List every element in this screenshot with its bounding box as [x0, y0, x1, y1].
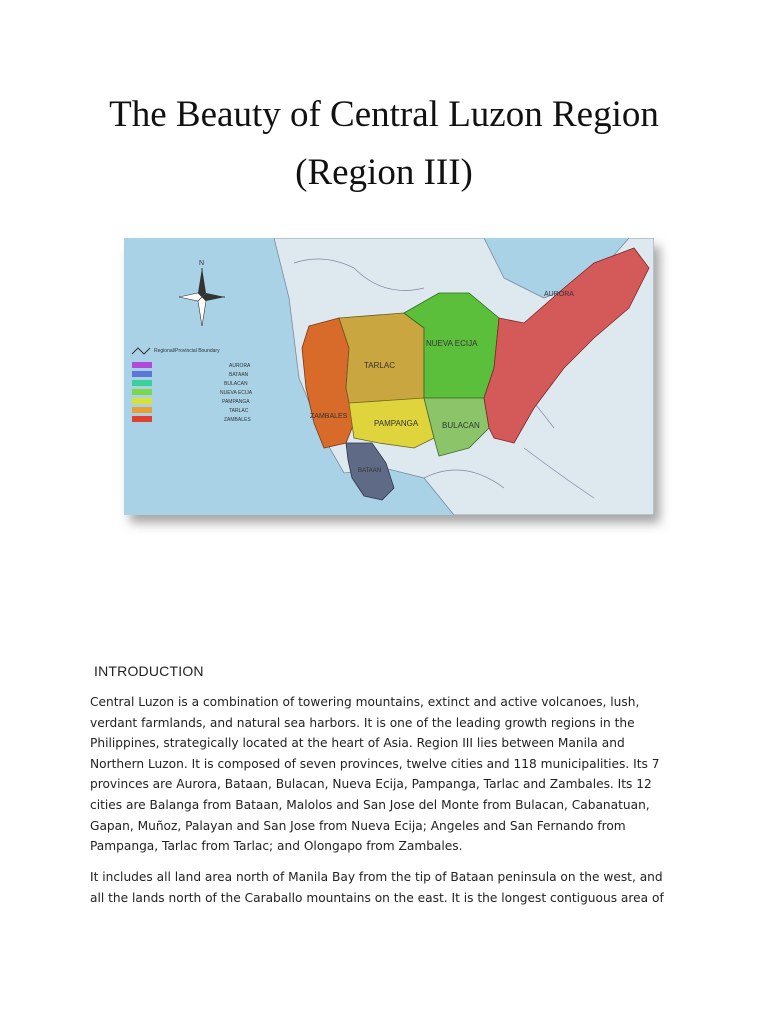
intro-paragraph [90, 692, 690, 857]
paragraph-line: It includes all land area north of Manila Bay from the tip of Bataan peninsula on the west, and [90, 870, 663, 884]
document-subtitle: (Region III) [295, 152, 473, 193]
paragraph-line: Pampanga, Tarlac from Tarlac; and Olongapo from Zambales. [90, 839, 463, 854]
nueva-ecija-label: NUEVA ECIJA [426, 339, 478, 348]
legend-label: NUEVA ECIJA [220, 390, 253, 396]
region-map [124, 238, 654, 515]
legend-label: BATAAN [229, 372, 249, 378]
paragraph-line: Central Luzon is a combination of towering mountains, extinct and active volcanoes, lush, [90, 695, 640, 709]
legend-swatch [132, 389, 152, 395]
legend-label: PAMPANGA [222, 399, 250, 405]
paragraph-line: all the lands north of the Caraballo mountains on the east. It is the longest contiguous area of [90, 890, 664, 905]
legend-swatch [132, 416, 152, 422]
zambales-label: ZAMBALES [310, 413, 348, 420]
legend-swatch [132, 371, 152, 377]
document-title: The Beauty of Central Luzon Region [109, 94, 659, 135]
legend-swatch [132, 380, 152, 386]
bataan-label: BATAAN [358, 468, 382, 474]
legend-label: AURORA [229, 363, 251, 369]
legend-swatch [132, 407, 152, 413]
paragraph-line: verdant farmlands, and natural sea harbors. It is one of the leading growth regions in the [90, 715, 635, 730]
compass-north-label: N [199, 260, 205, 267]
second-paragraph [90, 867, 690, 908]
paragraph-line: cities are Balanga from Bataan, Malolos and San Jose del Monte from Bulacan, Cabanatuan, [90, 797, 650, 812]
pampanga-label: PAMPANGA [374, 419, 419, 428]
aurora-label: AURORA [544, 291, 574, 298]
legend-swatch [132, 398, 152, 404]
tarlac-label: TARLAC [364, 361, 395, 370]
legend-swatch [132, 362, 152, 368]
paragraph-line: Northern Luzon. It is composed of seven provinces, twelve cities and 118 municipalities. Its 7 [90, 756, 660, 771]
tarlac-province [339, 313, 424, 403]
region-map-graphic [124, 238, 654, 515]
paragraph-line: Gapan, Muñoz, Palayan and San Jose from Nueva Ecija; Angeles and San Fernando from [90, 818, 626, 833]
paragraph-line: Philippines, strategically located at the heart of Asia. Region III lies between Manila and [90, 736, 625, 751]
paragraph-line: provinces are Aurora, Bataan, Bulacan, Nueva Ecija, Pampanga, Tarlac and Zambales. Its 12 [90, 777, 652, 792]
bulacan-label: BULACAN [442, 421, 480, 430]
legend-label: TARLAC [229, 408, 249, 414]
legend-label: BULACAN [224, 381, 248, 387]
legend-title: Regional/Provincial Boundary [154, 348, 220, 354]
section-heading: INTRODUCTION [94, 663, 204, 679]
legend-label: ZAMBALES [224, 417, 251, 423]
